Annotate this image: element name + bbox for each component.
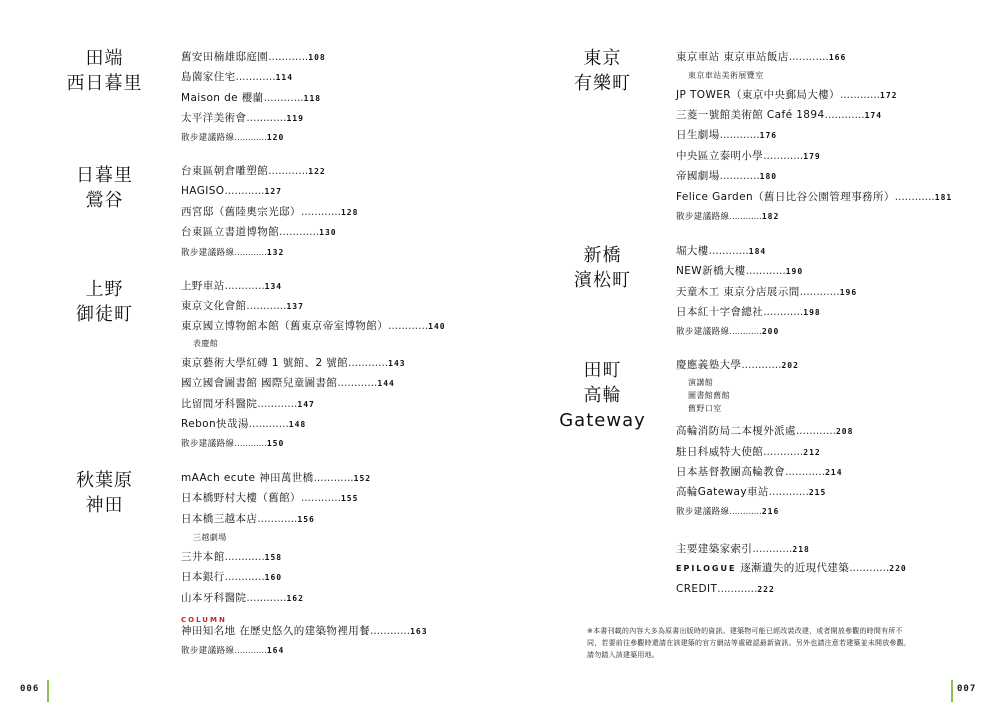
toc-entry-credit[interactable]: CREDIT............222 <box>676 583 775 595</box>
toc-entry[interactable]: 上野車站............134 <box>181 280 283 292</box>
toc-entry[interactable]: NEW新橋大樓............190 <box>676 265 804 277</box>
page-number: 007 <box>957 684 977 694</box>
toc-entry[interactable]: 慶應義塾大學............202 <box>676 359 799 371</box>
toc-entry-walk-route[interactable]: 散步建議路線............150 <box>181 439 285 449</box>
page-number: 006 <box>20 684 40 694</box>
toc-entry[interactable]: Maison de 櫻蘭............118 <box>181 92 322 104</box>
toc-entry[interactable]: 太平洋美術會............119 <box>181 112 304 124</box>
toc-entry[interactable]: 比留間牙科醫院............147 <box>181 398 315 410</box>
toc-entry[interactable]: 日本銀行............160 <box>181 571 283 583</box>
toc-entry[interactable]: 國立國會圖書館 國際兒童圖書館............144 <box>181 377 395 389</box>
toc-subentry[interactable]: 舊野口室 <box>688 404 722 413</box>
section-title: 田町 高輪 Gateway <box>559 360 646 431</box>
toc-subentry[interactable]: 三越劇場 <box>193 533 227 542</box>
toc-entry[interactable]: 高輪消防局二本榎外派處............208 <box>676 425 854 437</box>
toc-entry[interactable]: 高輪Gateway車站............215 <box>676 486 827 498</box>
toc-entry[interactable]: 東京藝術大學紅磚 1 號館、2 號館............143 <box>181 357 406 369</box>
toc-entry[interactable]: 駐日科威特大使館............212 <box>676 446 821 458</box>
toc-entry[interactable]: 舊安田楠雄邸庭園............108 <box>181 51 326 63</box>
toc-entry-walk-route[interactable]: 散步建議路線............216 <box>676 507 780 517</box>
section-title: 上野 御徒町 <box>76 279 133 325</box>
toc-entry[interactable]: 神田知名地 在歷史悠久的建築物裡用餐............163 <box>181 625 428 637</box>
page-accent-bar <box>951 680 953 702</box>
section-title: 秋葉原 神田 <box>76 470 133 516</box>
toc-subentry[interactable]: 表慶館 <box>193 339 219 348</box>
toc-entry[interactable]: 三井本館............158 <box>181 551 283 563</box>
section-title: 東京 有樂町 <box>574 48 631 94</box>
toc-entry[interactable]: 日本橋三越本店............156 <box>181 513 315 525</box>
section-title: 田端 西日暮里 <box>66 48 143 94</box>
right-page <box>500 0 1000 709</box>
toc-subentry[interactable]: 演講館 <box>688 378 714 387</box>
toc-entry[interactable]: 天童木工 東京分店展示間............196 <box>676 286 858 298</box>
toc-entry[interactable]: 日生劇場............176 <box>676 129 778 141</box>
toc-entry-walk-route[interactable]: 散步建議路線............200 <box>676 327 780 337</box>
toc-entry[interactable]: 日本基督教團高輪教會............214 <box>676 466 843 478</box>
toc-entry-walk-route[interactable]: 散步建議路線............120 <box>181 133 285 143</box>
toc-entry[interactable]: 東京文化會館............137 <box>181 300 304 312</box>
toc-entry[interactable]: 東京國立博物館本館（舊東京帝室博物館）............140 <box>181 320 446 332</box>
toc-entry[interactable]: 日本橋野村大樓（舊館）............155 <box>181 492 359 504</box>
toc-entry[interactable]: 島薗家住宅............114 <box>181 71 294 83</box>
toc-entry[interactable]: mAAch ecute 神田萬世橋............152 <box>181 472 372 484</box>
toc-entry[interactable]: 日本紅十字會總社............198 <box>676 306 821 318</box>
toc-entry-architect-index[interactable]: 主要建築家索引............218 <box>676 543 810 555</box>
toc-entry-walk-route[interactable]: 散步建議路線............182 <box>676 212 780 222</box>
toc-entry[interactable]: 山本牙科醫院............162 <box>181 592 304 604</box>
section-title: 新橋 濱松町 <box>574 245 631 291</box>
toc-entry[interactable]: 西宮邸（舊陸奧宗光邸）............128 <box>181 206 359 218</box>
toc-entry[interactable]: JP TOWER（東京中央郵局大樓）............172 <box>676 89 898 101</box>
toc-entry-epilogue[interactable]: EPILOGUE 逐漸遺失的近現代建築............220 <box>676 562 907 574</box>
toc-subentry[interactable]: 圖書館舊館 <box>688 391 730 400</box>
section-title: 日暮里 鶯谷 <box>76 165 133 211</box>
toc-entry[interactable]: HAGISO............127 <box>181 185 282 197</box>
toc-subentry[interactable]: 東京車站美術展覽室 <box>688 71 764 80</box>
toc-entry[interactable]: 東京車站 東京車站飯店............166 <box>676 51 847 63</box>
toc-entry[interactable]: 三菱一號館美術館 Café 1894............174 <box>676 109 883 121</box>
page-accent-bar <box>47 680 49 702</box>
toc-entry[interactable]: 堀大樓............184 <box>676 245 767 257</box>
toc-entry-walk-route[interactable]: 散步建議路線............132 <box>181 248 285 258</box>
toc-entry[interactable]: Rebon快哉湯............148 <box>181 418 307 430</box>
toc-entry[interactable]: 台東區朝倉雕塑館............122 <box>181 165 326 177</box>
toc-entry[interactable]: 台東區立書道博物館............130 <box>181 226 337 238</box>
toc-entry[interactable]: 帝國劇場............180 <box>676 170 778 182</box>
column-label: COLUMN <box>181 616 227 624</box>
toc-entry-walk-route[interactable]: 散步建議路線............164 <box>181 646 285 656</box>
disclaimer-note: ※本書刊載的內容大多為原書出版時的資訊。建築物可能已經改裝改建，或者開放參觀的時間有所不 同，若要前往參觀時還請在該建築的官方網站等處確認最新資訊。另外也請注意若建築並未開放參觀， 請勿踏入該建築用地。 <box>587 627 911 659</box>
toc-entry[interactable]: Felice Garden（舊日比谷公園管理事務所）............181 <box>676 191 953 203</box>
toc-entry[interactable]: 中央區立泰明小學............179 <box>676 150 821 162</box>
